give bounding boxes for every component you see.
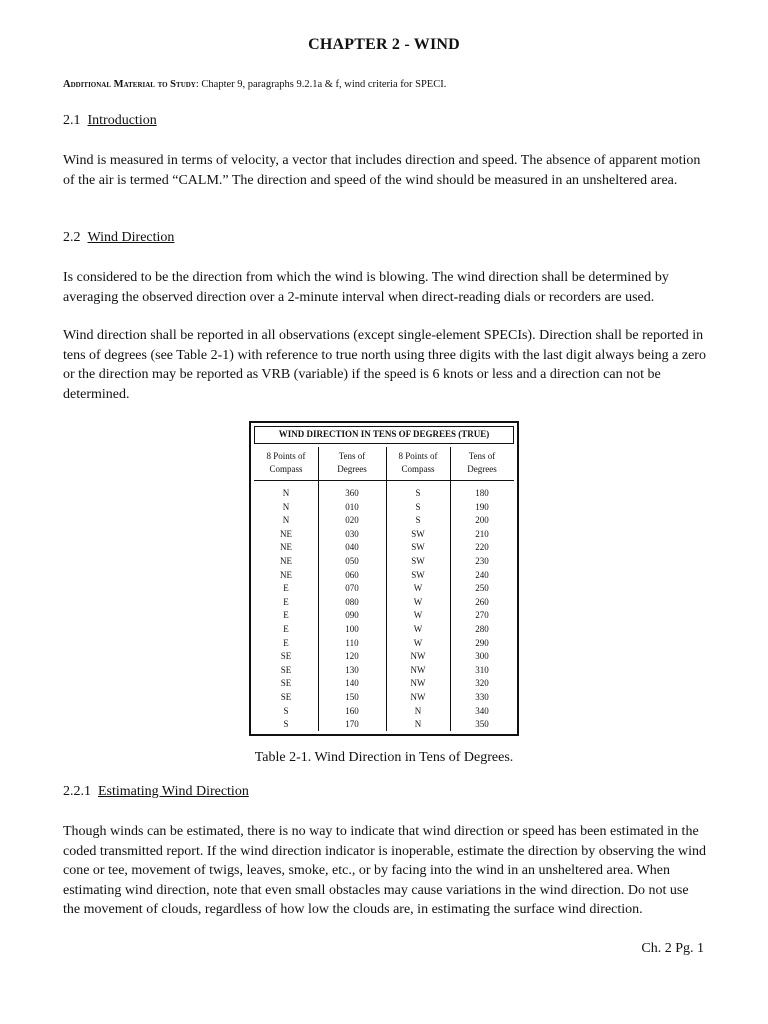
table-row <box>254 609 514 623</box>
cell-compass: N <box>282 488 290 498</box>
cell-compass: SW <box>411 528 425 539</box>
cell-degrees: 060 <box>345 569 359 580</box>
cell-compass: NW <box>410 691 426 702</box>
wind-direction-table <box>249 421 519 736</box>
cell-degrees: 020 <box>345 515 359 526</box>
cell-compass: NE <box>280 555 292 566</box>
cell-compass: SE <box>280 651 292 662</box>
page-title: CHAPTER 2 - WIND <box>308 36 460 53</box>
cell-degrees: 010 <box>345 501 359 512</box>
cell-degrees: 030 <box>345 528 359 539</box>
cell-degrees: 210 <box>475 528 489 539</box>
cell-compass: S <box>283 719 289 730</box>
cell-compass: S <box>415 488 421 498</box>
table-caption: Table 2-1. Wind Direction in Tens of Degrees. <box>254 750 514 765</box>
cell-compass: NW <box>410 664 426 675</box>
section-title: Introduction <box>87 113 157 128</box>
wind-direction-paragraph-2: Wind direction shall be reported in all observations (except single-element SPECIs). Direction shall be reported in tens of degrees (see Table 2-1) with reference to true north using three digits with the last digit always being a zero or the direction may be reported as VRB (variable) if the speed is 6 knots or less and a direction can not be determined. <box>63 328 706 402</box>
table-row <box>254 569 514 583</box>
additional-material-text: : Chapter 9, paragraphs 9.2.1a & f, wind criteria for SPECI. <box>195 79 447 90</box>
cell-compass: E <box>283 623 289 634</box>
col-header-line: 8 Points of <box>266 451 306 461</box>
table-row <box>254 487 514 501</box>
cell-compass: NW <box>410 651 426 662</box>
col-header-line: Compass <box>401 464 435 474</box>
cell-degrees: 120 <box>345 651 359 662</box>
estimating-wind-direction-paragraph: Though winds can be estimated, there is no way to indicate that wind direction or speed has been estimated in the coded transmitted report. If the wind direction indicator is inoperable, estimate the direction by observing the wind cone or tee, movement of twigs, leaves, smoke, etc., or by facing into the wind in an unsheltered area. When estimating wind direction, note that even small obstacles may cause variations in the wind direction. Do not use the movement of clouds, regardless of how low the clouds are, in estimating the surface wind direction. <box>63 824 707 918</box>
section-heading-introduction <box>63 113 157 129</box>
header-divider <box>254 480 514 481</box>
cell-degrees: 280 <box>475 623 489 634</box>
col-header-line: Degrees <box>337 464 367 474</box>
cell-compass: E <box>283 610 289 621</box>
cell-degrees: 150 <box>345 691 359 702</box>
table-row <box>254 596 514 610</box>
cell-compass: N <box>414 705 422 716</box>
cell-degrees: 320 <box>475 678 489 689</box>
section-title: Wind Direction <box>87 230 175 245</box>
cell-compass: W <box>413 637 423 648</box>
cell-degrees: 110 <box>345 637 359 648</box>
section-heading-estimating-wind-direction <box>63 784 249 800</box>
cell-degrees: 180 <box>475 488 489 498</box>
cell-compass: S <box>283 705 289 716</box>
cell-degrees: 040 <box>345 542 359 553</box>
cell-degrees: 100 <box>345 623 359 634</box>
table-row <box>254 623 514 637</box>
table-row <box>254 501 514 515</box>
table-row <box>254 514 514 528</box>
table-row <box>254 718 514 732</box>
cell-compass: NE <box>280 542 292 553</box>
col-header-line: Degrees <box>467 464 497 474</box>
cell-compass: E <box>283 637 289 648</box>
cell-compass: E <box>283 596 289 607</box>
cell-degrees: 200 <box>475 515 489 526</box>
table-row <box>254 650 514 664</box>
section-heading-wind-direction <box>63 230 174 246</box>
table-row <box>254 582 514 596</box>
wind-direction-paragraph-1: Is considered to be the direction from which the wind is blowing. The wind direction shall be determined by averaging the observed direction over a 2-minute interval when direct-reading dials or recorders are used. <box>63 270 669 305</box>
cell-degrees: 250 <box>475 583 489 594</box>
table-row <box>254 677 514 691</box>
cell-degrees: 290 <box>475 637 489 648</box>
cell-degrees: 130 <box>345 664 359 675</box>
cell-degrees: 260 <box>475 596 489 607</box>
cell-degrees: 350 <box>475 719 489 730</box>
table-row <box>254 541 514 555</box>
cell-compass: W <box>413 623 423 634</box>
table-row <box>254 528 514 542</box>
cell-degrees: 140 <box>345 678 359 689</box>
cell-compass: E <box>283 583 289 594</box>
cell-compass: SE <box>280 678 292 689</box>
cell-compass: NW <box>410 678 426 689</box>
cell-degrees: 160 <box>345 705 359 716</box>
table-row <box>254 705 514 719</box>
introduction-paragraph: Wind is measured in terms of velocity, a vector that includes direction and speed. The absence of apparent motion of the air is termed “CALM.” The direction and speed of the wind should be measured in an unsheltered area. <box>63 153 701 188</box>
section-title: Estimating Wind Direction <box>98 784 249 799</box>
cell-degrees: 070 <box>345 583 359 594</box>
cell-compass: NE <box>280 569 292 580</box>
cell-degrees: 090 <box>345 610 359 621</box>
col-header-line: 8 Points of <box>398 451 438 461</box>
table-row <box>254 555 514 569</box>
cell-compass: SW <box>411 569 425 580</box>
col-header-line: Tens of <box>338 451 366 461</box>
cell-compass: NE <box>280 528 292 539</box>
cell-degrees: 190 <box>475 501 489 512</box>
cell-degrees: 080 <box>345 596 359 607</box>
cell-compass: W <box>413 610 423 621</box>
cell-degrees: 360 <box>345 488 359 498</box>
cell-compass: SW <box>411 555 425 566</box>
cell-compass: SW <box>411 542 425 553</box>
cell-degrees: 340 <box>475 705 489 716</box>
table-body <box>254 487 514 732</box>
cell-compass: N <box>282 515 290 526</box>
page-number: Ch. 2 Pg. 1 <box>641 941 704 956</box>
section-number: 2.2.1 <box>63 784 91 799</box>
additional-material-label: Additional Material to Study <box>63 79 196 90</box>
table-row <box>254 664 514 678</box>
cell-compass: W <box>413 583 423 594</box>
cell-compass: N <box>282 501 290 512</box>
cell-compass: W <box>413 596 423 607</box>
col-header-line: Compass <box>269 464 303 474</box>
section-number: 2.1 <box>63 113 81 128</box>
cell-degrees: 230 <box>475 555 489 566</box>
cell-compass: SE <box>280 691 292 702</box>
cell-degrees: 220 <box>475 542 489 553</box>
table-row <box>254 691 514 705</box>
table-title: WIND DIRECTION IN TENS OF DEGREES (TRUE) <box>254 426 514 444</box>
cell-degrees: 330 <box>475 691 489 702</box>
cell-compass: S <box>415 515 421 526</box>
cell-degrees: 050 <box>345 555 359 566</box>
cell-degrees: 300 <box>475 651 489 662</box>
section-number: 2.2 <box>63 230 81 245</box>
cell-compass: S <box>415 501 421 512</box>
cell-degrees: 170 <box>345 719 359 730</box>
cell-compass: SE <box>280 664 292 675</box>
cell-degrees: 270 <box>475 610 489 621</box>
table-row <box>254 637 514 651</box>
additional-material-note <box>63 79 446 90</box>
col-header-line: Tens of <box>468 451 496 461</box>
cell-degrees: 240 <box>475 569 489 580</box>
cell-compass: N <box>414 719 422 730</box>
cell-degrees: 310 <box>475 664 489 675</box>
